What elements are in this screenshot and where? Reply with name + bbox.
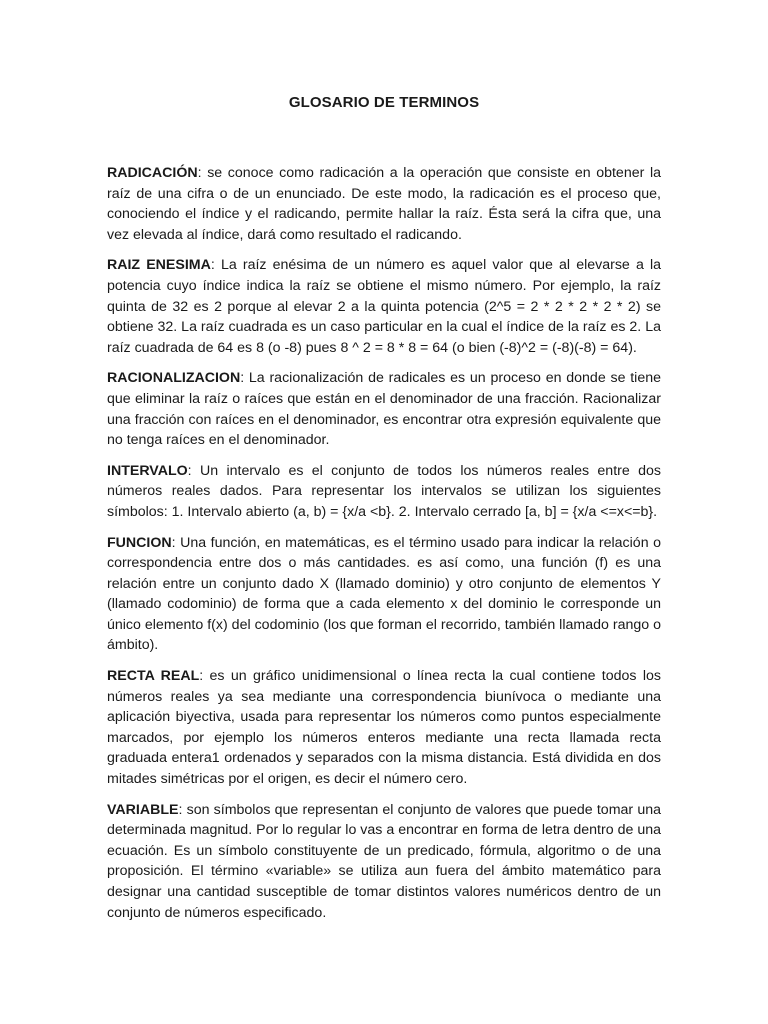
glossary-definition: : La racionalización de radicales es un proceso en donde se tiene que eliminar la raíz o raíces que están en el denominador de una fracción. Racionalizar una fracción con raíces en el denominador, es encontrar otra expresión equivalente que no tenga raíces en el denominador. — [107, 370, 661, 449]
glossary-term: VARIABLE — [107, 801, 179, 818]
glossary-term: RAIZ ENESIMA — [107, 257, 211, 274]
glossary-definition: : se conoce como radicación a la operación que consiste en obtener la raíz de una cifra o de un enunciado. De este modo, la radicación es el proceso que, conociendo el índice y el radicando, permite hallar la raíz. Ésta será la cifra que, una vez elevada al índice, dará como resultado el radicando. — [107, 165, 661, 243]
glossary-term: INTERVALO — [107, 462, 188, 479]
glossary-term: RECTA REAL — [107, 668, 200, 685]
glossary-list — [107, 163, 661, 923]
glossary-entry-raiz-enesima — [107, 255, 661, 358]
document-page — [107, 0, 661, 933]
glossary-definition: : La raíz enésima de un número es aquel valor que al elevarse a la potencia cuyo índice indica la raíz se obtiene el mismo número. Por ejemplo, la raíz quinta de 32 es 2 porque al elevar 2 a la quinta potencia (2^5 = 2 * 2 * 2 * 2 * 2) se obtiene 32. La raíz cuadrada es un caso particular en la cual el índice de la raíz es 2. La raíz cuadrada de 64 es 8 (o -8) pues 8 ^ 2 = 8 * 8 = 64 (o bien (-8)^2 = (-8)(-8) = 64). — [107, 257, 661, 356]
glossary-entry-intervalo — [107, 461, 661, 523]
glossary-entry-racionalizacion — [107, 368, 661, 450]
glossary-entry-funcion — [107, 533, 661, 657]
glossary-term: RACIONALIZACION — [107, 370, 241, 387]
glossary-definition: : Una función, en matemáticas, es el término usado para indicar la relación o correspondencia entre dos o más cantidades. es así como, una función (f) es una relación entre un conjunto dado X (llamado dominio) y otro conjunto de elementos Y (llamado codominio) de forma que a cada elemento x del dominio le corresponde un único elemento f(x) del codominio (los que forman el recorrido, también llamado rango o ámbito). — [107, 534, 661, 654]
document-title: GLOSARIO DE TERMINOS — [288, 94, 480, 111]
glossary-definition: : es un gráfico unidimensional o línea recta la cual contiene todos los números reales ya sea mediante una correspondencia biunívoca o mediante una aplicación biyectiva, usada para representar los números como puntos especialmente marcados, por ejemplo los números enteros mediante una recta llamada recta graduada entera1 ordenados y separados con la misma distancia. Está dividida en dos mitades simétricas por el origen, es decir el número cero. — [107, 668, 661, 788]
glossary-entry-variable — [107, 800, 661, 924]
glossary-term: RADICACIÓN — [107, 165, 198, 181]
glossary-term: FUNCION — [107, 534, 172, 551]
glossary-entry-recta-real — [107, 666, 661, 790]
glossary-definition: : Un intervalo es el conjunto de todos los números reales entre dos números reales dados. Para representar los intervalos se utilizan los siguientes símbolos: 1. Intervalo abierto (a, b) = {x/a <b}. 2. Intervalo cerrado [a, b] = {x/a <=x<=b}. — [107, 462, 661, 520]
glossary-definition: : son símbolos que representan el conjunto de valores que puede tomar una determinada magnitud. Por lo regular lo vas a encontrar en forma de letra dentro de una ecuación. Es un símbolo constituyente de un predicado, fórmula, algoritmo o de una proposición. El término «variable» se utiliza aun fuera del ámbito matemático para designar una cantidad susceptible de tomar distintos valores numéricos dentro de un conjunto de números especificado. — [107, 801, 661, 921]
glossary-entry-radicacion — [107, 163, 661, 245]
